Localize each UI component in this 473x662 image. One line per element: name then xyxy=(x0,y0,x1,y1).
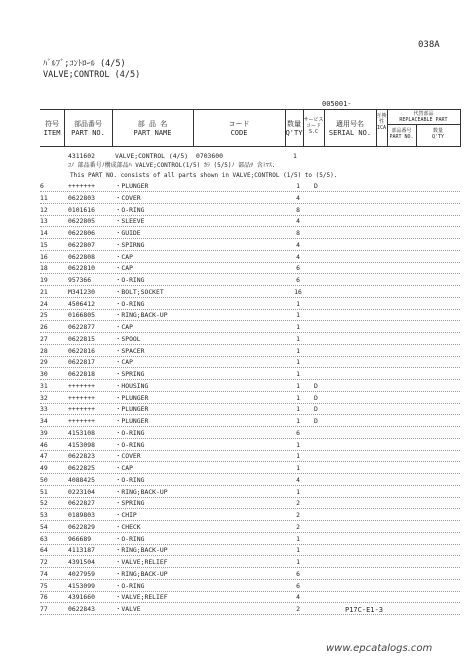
header-part-name: 部 品 名 PART NAME xyxy=(133,120,172,137)
header-interchangeability: 互換性 ICA xyxy=(376,113,387,131)
row-separator xyxy=(40,285,460,286)
row-name: ・PLUNGER xyxy=(115,182,149,190)
row-qty: 1 xyxy=(296,452,300,461)
assembly-qty: 1 xyxy=(293,152,297,160)
row-part: 0622823 xyxy=(68,452,95,461)
row-item: 52 xyxy=(40,499,48,508)
row-separator xyxy=(40,297,460,298)
row-item: 47 xyxy=(40,452,48,461)
row-item: 13 xyxy=(40,217,48,226)
header-sub-rule xyxy=(387,124,460,125)
row-part: +++++++ xyxy=(68,381,95,390)
row-qty: 16 xyxy=(294,287,302,296)
row-part: 4391660 xyxy=(68,593,95,602)
row-separator xyxy=(40,191,460,192)
row-separator xyxy=(40,567,460,568)
row-name: ・O-RING xyxy=(115,581,145,590)
row-name: ・VALVE;RELIEF xyxy=(115,558,168,566)
row-item: 30 xyxy=(40,370,48,378)
row-name: ・PLUNGER xyxy=(115,405,149,414)
row-qty: 4 xyxy=(296,593,300,602)
row-name: ・COVER xyxy=(115,193,141,202)
row-qty: 1 xyxy=(296,323,300,331)
row-separator xyxy=(40,591,460,592)
row-part: 0622818 xyxy=(68,370,95,378)
row-qty: 4 xyxy=(296,252,300,261)
header-divider xyxy=(460,109,461,147)
row-item: 53 xyxy=(40,511,48,519)
row-item: 14 xyxy=(40,229,48,237)
row-item: 31 xyxy=(40,381,48,390)
row-qty: 4 xyxy=(296,193,300,202)
row-name: ・SLEEVE xyxy=(115,217,145,226)
row-separator xyxy=(40,473,460,474)
header-service-code: サービス コード S.C xyxy=(303,117,324,135)
row-name: ・PLUNGER xyxy=(115,417,149,425)
row-separator xyxy=(40,438,460,439)
row-qty: 1 xyxy=(296,370,300,378)
row-part: 0166805 xyxy=(68,311,95,320)
row-name: ・SPIRNG xyxy=(115,240,145,249)
row-separator xyxy=(40,426,460,427)
row-item: 27 xyxy=(40,334,48,343)
row-qty: 4 xyxy=(296,240,300,249)
row-name: ・RING;BACK-UP xyxy=(115,569,168,578)
header-qty: 数量 Q'TY xyxy=(285,120,303,137)
row-name: ・HOUSING xyxy=(115,381,149,390)
row-item: 28 xyxy=(40,346,48,355)
row-qty: 4 xyxy=(296,217,300,226)
row-item: 54 xyxy=(40,522,48,531)
row-item: 39 xyxy=(40,428,48,437)
row-separator xyxy=(40,520,460,521)
row-qty: 1 xyxy=(296,487,300,496)
row-name: ・CAP xyxy=(115,464,133,472)
row-name: ・O-RING xyxy=(115,276,145,284)
row-name: ・O-RING xyxy=(115,475,145,484)
row-name: ・CAP xyxy=(115,252,133,261)
row-qty: 1 xyxy=(296,405,300,414)
header-top-rule xyxy=(40,109,460,110)
row-item: 15 xyxy=(40,240,48,249)
row-name: ・CHECK xyxy=(115,522,141,531)
row-item: 75 xyxy=(40,581,48,590)
row-separator xyxy=(40,215,460,216)
row-separator xyxy=(40,262,460,263)
assembly-code: 0703600 xyxy=(196,152,223,160)
row-item: 51 xyxy=(40,487,48,496)
row-qty: 6 xyxy=(296,569,300,578)
row-item: 63 xyxy=(40,534,48,543)
row-qty: 1 xyxy=(296,334,300,343)
row-separator xyxy=(40,532,460,533)
header-part-no: 部品番号 PART NO. xyxy=(71,120,105,137)
header-code: コード CODE xyxy=(228,120,250,137)
row-separator xyxy=(40,250,460,251)
row-name: ・PLUNGER xyxy=(115,393,149,402)
row-name: ・SPOOL xyxy=(115,334,141,343)
row-item: 46 xyxy=(40,440,48,449)
row-separator xyxy=(40,320,460,321)
title-japanese: ﾊﾞﾙﾌﾞ;ｺﾝﾄﾛｰﾙ (4/5) xyxy=(43,59,126,69)
row-part: 0622843 xyxy=(68,605,95,613)
row-item: 11 xyxy=(40,193,48,202)
row-name: ・O-RING xyxy=(115,205,145,214)
row-part: 0622805 xyxy=(68,217,95,226)
row-separator xyxy=(40,367,460,368)
row-name: ・SPACER xyxy=(115,346,145,355)
row-item: 18 xyxy=(40,264,48,273)
row-qty: 1 xyxy=(296,182,300,190)
row-sc: D xyxy=(314,381,318,390)
row-part: 0223104 xyxy=(68,487,95,496)
row-name: ・SPRING xyxy=(115,499,145,508)
row-separator xyxy=(40,273,460,274)
row-part: 0622827 xyxy=(68,499,95,508)
row-separator xyxy=(40,391,460,392)
row-separator xyxy=(40,579,460,580)
assembly-part-no: 4311602 xyxy=(68,152,95,160)
row-separator xyxy=(40,403,460,404)
row-name: ・VALVE xyxy=(115,605,141,613)
row-name: ・SPRING xyxy=(115,370,145,378)
page-footer-code: P17C-E1-3 xyxy=(345,606,383,614)
row-qty: 1 xyxy=(296,534,300,543)
row-qty: 1 xyxy=(296,464,300,472)
row-part: 0622806 xyxy=(68,229,95,237)
row-item: 12 xyxy=(40,205,48,214)
row-name: ・VALVE;RELIEF xyxy=(115,593,168,602)
row-item: 6 xyxy=(40,182,44,190)
row-name: ・O-RING xyxy=(115,440,145,449)
row-name: ・RING;BACK-UP xyxy=(115,311,168,320)
row-name: ・O-RING xyxy=(115,299,145,308)
row-item: 21 xyxy=(40,287,48,296)
row-name: ・RING;BACK-UP xyxy=(115,546,168,555)
row-qty: 8 xyxy=(296,205,300,214)
row-qty: 1 xyxy=(296,440,300,449)
row-separator xyxy=(40,344,460,345)
row-part: 4027959 xyxy=(68,569,95,578)
row-part: 4088425 xyxy=(68,475,95,484)
row-separator xyxy=(40,497,460,498)
row-qty: 2 xyxy=(296,605,300,613)
row-part: 0622803 xyxy=(68,193,95,202)
row-separator xyxy=(40,555,460,556)
title-english: VALVE;CONTROL (4/5) xyxy=(43,70,141,80)
serial-reference: 005001- xyxy=(322,100,352,108)
row-name: ・BOLT;SOCKET xyxy=(115,287,164,296)
row-qty: 2 xyxy=(296,499,300,508)
row-qty: 1 xyxy=(296,299,300,308)
row-separator xyxy=(40,379,460,380)
row-part: 0622808 xyxy=(68,252,95,261)
row-qty: 1 xyxy=(296,417,300,425)
row-part: 966689 xyxy=(68,534,92,543)
header-replaceable-part-no: 部品番号 PART NO. xyxy=(389,128,414,140)
row-separator xyxy=(40,602,460,603)
row-part: 0622807 xyxy=(68,240,95,249)
row-qty: 1 xyxy=(296,311,300,320)
row-part: 0622815 xyxy=(68,334,95,343)
row-part: 0622816 xyxy=(68,346,95,355)
row-item: 77 xyxy=(40,605,48,613)
row-part: 4506412 xyxy=(68,299,95,308)
row-separator xyxy=(40,309,460,310)
row-qty: 4 xyxy=(296,475,300,484)
row-part: 0622877 xyxy=(68,323,95,331)
row-separator xyxy=(40,203,460,204)
row-item: 64 xyxy=(40,546,48,555)
row-item: 26 xyxy=(40,323,48,331)
row-item: 34 xyxy=(40,417,48,425)
row-name: ・CHIP xyxy=(115,511,137,519)
row-name: ・COVER xyxy=(115,452,141,461)
header-replaceable-qty: 数量 Q'TY xyxy=(431,128,445,140)
row-item: 74 xyxy=(40,569,48,578)
row-name: ・O-RING xyxy=(115,428,145,437)
row-name: ・CAP xyxy=(115,264,133,273)
row-separator xyxy=(40,356,460,357)
row-part: +++++++ xyxy=(68,393,95,402)
row-part: 0189803 xyxy=(68,511,95,519)
header-replaceable-part: 代替部品 REPLACEABLE PART xyxy=(399,111,448,123)
row-item: 76 xyxy=(40,593,48,602)
row-separator xyxy=(40,238,460,239)
row-part: 4153098 xyxy=(68,440,95,449)
row-item: 16 xyxy=(40,252,48,261)
row-item: 25 xyxy=(40,311,48,320)
assembly-name: VALVE;CONTROL (4/5) xyxy=(115,152,189,160)
row-name: ・CAP xyxy=(115,358,133,367)
row-part: 4153099 xyxy=(68,581,95,590)
page-code: 038A xyxy=(418,40,440,50)
row-qty: 1 xyxy=(296,346,300,355)
row-qty: 2 xyxy=(296,522,300,531)
row-name: ・GUIDE xyxy=(115,229,141,237)
row-part: 0622810 xyxy=(68,264,95,273)
row-item: 29 xyxy=(40,358,48,367)
header-serial-no: 適用号名 SERIAL NO. xyxy=(328,120,372,137)
row-part: 957366 xyxy=(68,276,92,284)
row-part: 4391504 xyxy=(68,558,95,566)
row-separator xyxy=(40,544,460,545)
row-sc: D xyxy=(314,417,318,425)
row-separator xyxy=(40,508,460,509)
row-qty: 6 xyxy=(296,264,300,273)
row-item: 33 xyxy=(40,405,48,414)
row-item: 24 xyxy=(40,299,48,308)
row-qty: 1 xyxy=(296,393,300,402)
row-qty: 6 xyxy=(296,581,300,590)
row-part: 4153108 xyxy=(68,428,95,437)
row-name: ・O-RING xyxy=(115,534,145,543)
row-part: +++++++ xyxy=(68,417,95,425)
row-item: 32 xyxy=(40,393,48,402)
header-bottom-rule xyxy=(40,146,460,147)
row-qty: 1 xyxy=(296,358,300,367)
row-part: 0622817 xyxy=(68,358,95,367)
row-part: 4113187 xyxy=(68,546,95,555)
row-qty: 1 xyxy=(296,381,300,390)
row-sc: D xyxy=(314,393,318,402)
row-qty: 6 xyxy=(296,276,300,284)
row-separator xyxy=(40,332,460,333)
row-separator xyxy=(40,414,460,415)
row-separator xyxy=(40,614,460,615)
row-separator xyxy=(40,226,460,227)
row-qty: 1 xyxy=(296,546,300,555)
row-qty: 2 xyxy=(296,511,300,519)
row-item: 49 xyxy=(40,464,48,472)
row-sc: D xyxy=(314,182,318,190)
row-separator xyxy=(40,461,460,462)
row-part: 0622825 xyxy=(68,464,95,472)
row-part: +++++++ xyxy=(68,182,95,190)
header-item: 符号 ITEM xyxy=(43,120,61,137)
row-qty: 8 xyxy=(296,229,300,237)
assembly-note-english: This PART NO. consists of all parts shown in VALVE;CONTROL (1/5) to (5/5). xyxy=(70,172,338,179)
row-part: 0101616 xyxy=(68,205,95,214)
assembly-note-japanese: ｺﾉ 部品番号ﾉ構成部品ﾊ VALVE;CONTROL(1/5) ｶﾗ (5/5)ﾉ 部品ｦ 含ﾐﾏｽ. xyxy=(68,162,276,169)
row-qty: 6 xyxy=(296,428,300,437)
row-item: 19 xyxy=(40,276,48,284)
row-separator xyxy=(40,450,460,451)
row-name: ・CAP xyxy=(115,323,133,331)
watermark: www.epcatalogs.com xyxy=(326,643,433,654)
row-qty: 1 xyxy=(296,558,300,566)
row-item: 72 xyxy=(40,558,48,566)
row-name: ・RING;BACK-UP xyxy=(115,487,168,496)
row-item: 50 xyxy=(40,475,48,484)
row-separator xyxy=(40,485,460,486)
row-part: 0622829 xyxy=(68,522,95,531)
row-part: +++++++ xyxy=(68,405,95,414)
row-sc: D xyxy=(314,405,318,414)
row-part: M341230 xyxy=(68,287,95,296)
